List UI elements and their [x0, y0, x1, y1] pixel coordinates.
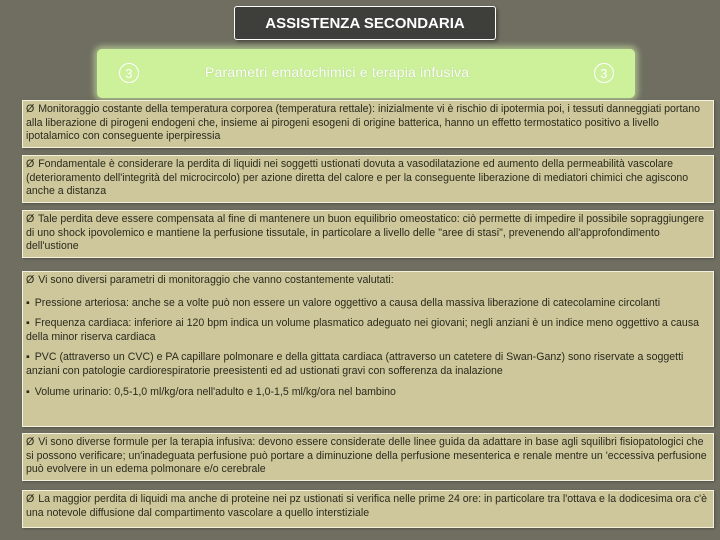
bullet-paragraph [26, 158, 710, 199]
bullet-paragraph [26, 493, 710, 520]
subtitle-banner [97, 49, 635, 98]
arrow-bullet-icon: Ø [26, 158, 35, 170]
text-box-temperature [22, 100, 714, 148]
list-item-text: Frequenza cardiaca: inferiore ai 120 bpm indica un volume plasmatico adeguato nei giovani; negli anziani è un indice meno oggettivo a causa della minor riserva cardiaca [26, 317, 700, 343]
square-bullet-icon: ▪ [26, 296, 30, 309]
list-item-text: Volume urinario: 0,5-1,0 ml/kg/ora nell'adulto e 1,0-1,5 ml/kg/ora nel bambino [34, 385, 396, 398]
text-box-protein-loss [22, 490, 714, 528]
square-bullet-icon: ▪ [26, 351, 30, 364]
text-box-compensation [22, 210, 714, 258]
slide-title-text: ASSISTENZA SECONDARIA [265, 14, 465, 32]
section-number-left: 3 [119, 63, 139, 83]
bullet-paragraph [26, 103, 710, 144]
text-box-fluid-loss [22, 155, 714, 203]
arrow-bullet-icon: Ø [26, 213, 35, 225]
arrow-bullet-icon: Ø [26, 103, 35, 115]
list-item [26, 297, 710, 311]
section-number-right: 3 [594, 63, 614, 83]
paragraph-text: Fondamentale è considerare la perdita di liquidi nei soggetti ustionati dovuta a vasodilatazione ed aumento della permeabilità vascolare (deterioramento dell'integrità del microcircolo) per azione diretta del calore e per la conseguente liberazione di mediatori chimici che agiscono anche a distanza [26, 158, 689, 198]
paragraph-text: La maggior perdita di liquidi ma anche di proteine nei pz ustionati si verifica nelle prime 24 ore: in particolare tra l'ottava e la dodicesima ora c'è una notevole diffusione dal compartimento vascolare a quello interstiziale [26, 493, 708, 519]
list-item-text: PVC (attraverso un CVC) e PA capillare polmonare e della gittata cardiaca (attraverso un catetere di Swan-Ganz) sono riservate a soggetti anziani con patologie cardiorespiratorie preesistenti ed ad ustionati gravi con sofferenza da inalazione [26, 351, 684, 377]
list-item-text: Pressione arteriosa: anche se a volte può non essere un valore oggettivo a causa della massiva liberazione di catecolamine circolanti [34, 296, 661, 309]
paragraph-text: Vi sono diversi parametri di monitoraggio che vanno costantemente valutati: [38, 274, 394, 286]
subtitle-text: Parametri ematochimici e terapia infusiva [205, 64, 470, 80]
bullet-paragraph [26, 213, 710, 254]
arrow-bullet-icon: Ø [26, 493, 35, 505]
bullet-paragraph [26, 436, 710, 477]
list-item [26, 351, 710, 378]
slide-title [234, 6, 496, 40]
bullet-paragraph [26, 274, 710, 288]
square-bullet-icon: ▪ [26, 385, 30, 398]
list-item [26, 317, 710, 344]
text-box-monitoring-parameters [22, 271, 714, 427]
list-item [26, 386, 710, 400]
paragraph-text: Monitoraggio costante della temperatura corporea (temperatura rettale): inizialmente vi è rischio di ipotermia poi, i tessuti danneggiati portano alla liberazione di pirogeni endogeni che, insieme ai pirogeni esogeni di origine batterica, hanno un effetto termostatico positivo a livello ipotalamico con conseguente iperpiressia [26, 103, 701, 143]
paragraph-text: Vi sono diverse formule per la terapia infusiva: devono essere considerate delle linee guida da adattare in base agli squilibri fisiopatologici che si possono verificare; un'inadeguata perfusione può portare a diminuzione della perfusione mesenterica e renale mentre un 'eccessiva perfusione può evolvere in un edema polmonare e/o cerebrale [26, 436, 707, 476]
square-bullet-icon: ▪ [26, 317, 30, 330]
text-box-infusion-therapy [22, 433, 714, 481]
arrow-bullet-icon: Ø [26, 274, 35, 286]
arrow-bullet-icon: Ø [26, 436, 35, 448]
paragraph-text: Tale perdita deve essere compensata al fine di mantenere un buon equilibrio omeostatico: ciò permette di impedire il possibile sopraggiungere di uno shock ipovolemico e mantiene la perfusione tissutale, in particolare a livello delle "aree di stasi", prevenendo all'approfondimento dell'ustione [26, 213, 705, 253]
